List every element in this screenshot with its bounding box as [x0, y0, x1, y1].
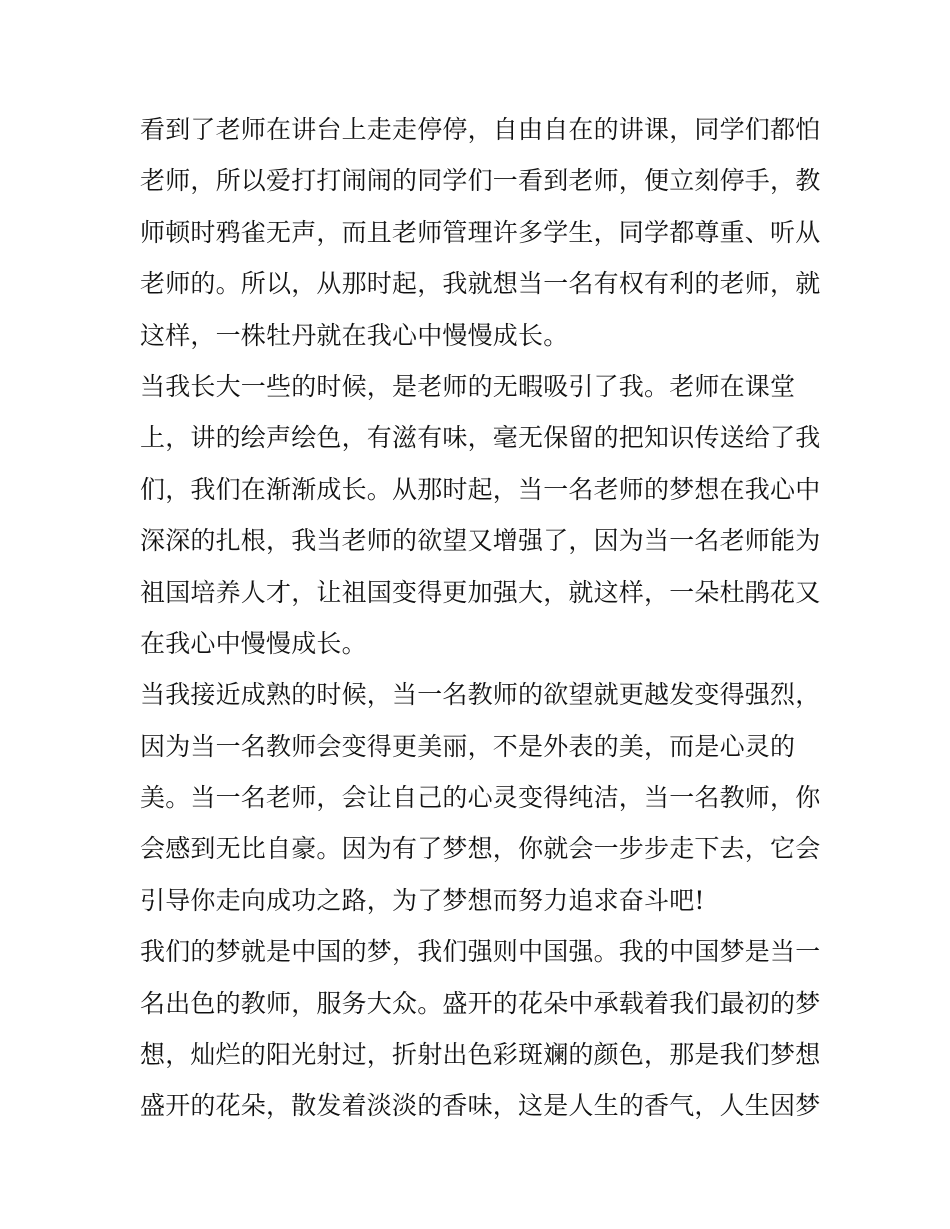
text-line: 想，灿烂的阳光射过，折射出色彩斑斓的颜色，那是我们梦想 [140, 1040, 821, 1070]
text-line: 引导你走向成功之路，为了梦想而努力追求奋斗吧! [140, 885, 705, 915]
text-line: 看到了老师在讲台上走走停停，自由自在的讲课，同学们都怕 [140, 115, 821, 144]
text-line: 名出色的教师，服务大众。盛开的花朵中承载着我们最初的梦 [140, 988, 821, 1018]
text-line: 会感到无比自豪。因为有了梦想，你就会一步步走下去，它会 [140, 834, 821, 864]
text-line: 们，我们在渐渐成长。从那时起，当一名老师的梦想在我心中 [140, 474, 821, 504]
text-line: 师顿时鸦雀无声，而且老师管理许多学生，同学都尊重、听从 [140, 217, 821, 247]
text-line: 因为当一名教师会变得更美丽，不是外表的美，而是心灵的 [140, 731, 796, 761]
text-line: 祖国培养人才，让祖国变得更加强大，就这样，一朵杜鹃花又 [140, 577, 821, 607]
text-line: 当我长大一些的时候，是老师的无暇吸引了我。老师在课堂 [140, 371, 796, 401]
essay-body [140, 104, 820, 1132]
text-line: 深深的扎根，我当老师的欲望又增强了，因为当一名老师能为 [140, 526, 821, 556]
text-line: 老师的。所以，从那时起，我就想当一名有权有利的老师，就 [140, 269, 821, 299]
text-line: 在我心中慢慢成长。 [140, 628, 367, 658]
text-line: 美。当一名老师，会让自己的心灵变得纯洁，当一名教师，你 [140, 783, 821, 813]
text-line: 老师，所以爱打打闹闹的同学们一看到老师，便立刻停手，教 [140, 166, 821, 196]
text-line: 我们的梦就是中国的梦，我们强则中国强。我的中国梦是当一 [140, 937, 821, 967]
text-line: 这样，一株牡丹就在我心中慢慢成长。 [140, 320, 569, 350]
text-line: 盛开的花朵，散发着淡淡的香味，这是人生的香气，人生因梦 [140, 1091, 821, 1121]
text-line: 当我接近成熟的时候，当一名教师的欲望就更越发变得强烈， [140, 680, 821, 710]
text-line: 上，讲的绘声绘色，有滋有味，毫无保留的把知识传送给了我 [140, 423, 821, 453]
